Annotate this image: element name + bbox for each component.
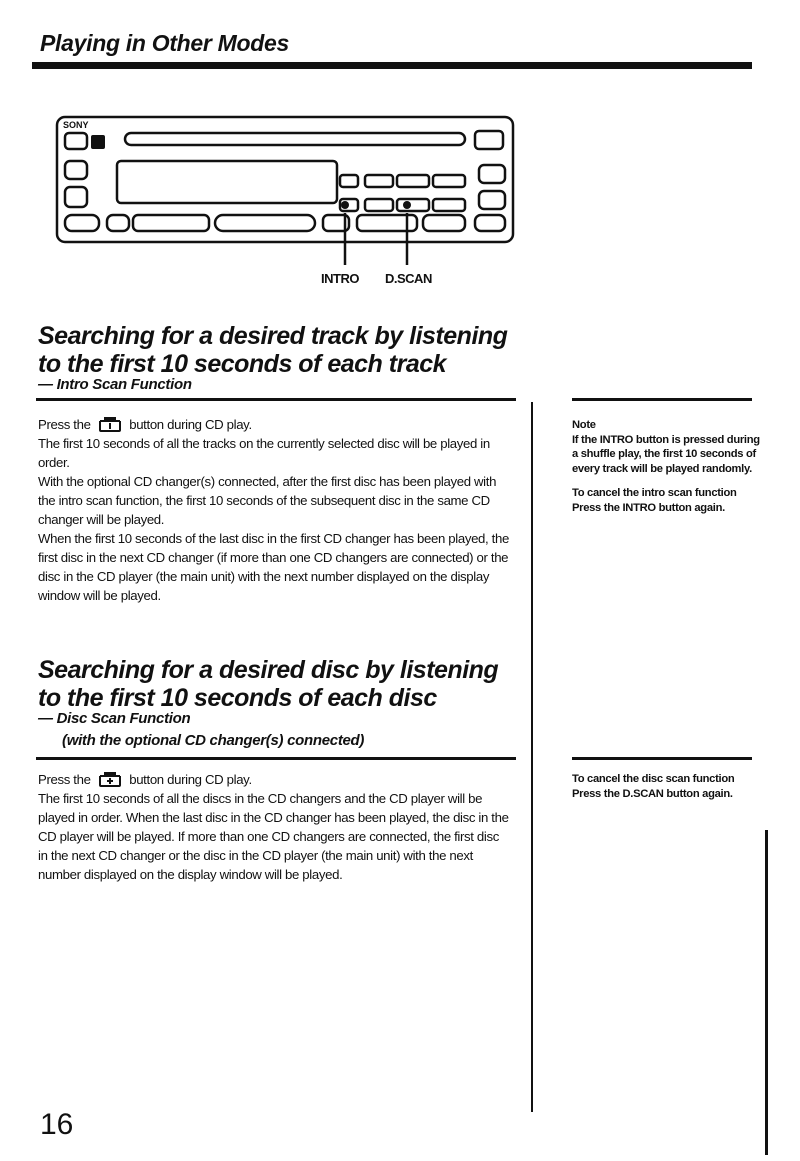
page-header-title: Playing in Other Modes	[40, 30, 289, 56]
section1-para1: The first 10 seconds of all the tracks on the currently selected disc will be played in order.	[38, 436, 490, 470]
section1-title-line1: Searching for a desired track by listening	[38, 322, 508, 350]
car-stereo-illustration	[55, 115, 515, 295]
faceplate-drawing	[55, 115, 515, 295]
section2-title-line1: Searching for a desired disc by listening	[38, 656, 499, 684]
brand-logo: SONY	[63, 120, 89, 130]
section2-para1: The first 10 seconds of all the discs in the CD changers and the CD player will be played in order. When the last disc in the CD changer has been played, the disc in the CD player will be played. If more than one CD changers are connected, the first disc in the next CD changer or the disc in the CD player (the main unit) with the next number displayed on the display window will be played.	[38, 791, 509, 882]
header-rule	[32, 62, 752, 69]
section2-body	[38, 770, 510, 884]
section1-title	[38, 322, 558, 378]
section1-para3: When the first 10 seconds of the last disc in the first CD changer has been played, the first disc in the next CD changer (if more than one CD changers are connected) or the disc in the CD player (the main unit) with the next number displayed on the display window will be played.	[38, 531, 509, 603]
section2-subtitle1: — Disc Scan Function	[38, 710, 191, 727]
intro-button-label: INTRO	[321, 271, 359, 286]
sidebar2-cancel	[572, 772, 762, 801]
cancel-intro-head: To cancel the intro scan function	[572, 487, 737, 499]
section1-body	[38, 415, 510, 605]
section2-title	[38, 656, 558, 712]
note-text: If the INTRO button is pressed during a shuffle play, the first 10 seconds of every track will be played randomly.	[572, 433, 760, 475]
intro-button-icon	[98, 417, 122, 432]
sidebar2	[572, 772, 762, 811]
section1-title-line2: to the first 10 seconds of each track	[38, 350, 447, 378]
dscan-button-label: D.SCAN	[385, 271, 432, 286]
section2-rule	[36, 757, 516, 760]
cancel-intro-text: Press the INTRO button again.	[572, 501, 725, 514]
section2-subtitle2: (with the optional CD changer(s) connected)	[62, 732, 365, 749]
sidebar1	[572, 418, 762, 525]
section2-press-line	[38, 770, 510, 789]
press-suffix: button during CD play.	[129, 417, 252, 432]
sidebar1-note	[572, 418, 762, 476]
note-head: Note	[572, 419, 596, 431]
press-prefix: Press the	[38, 772, 91, 787]
sidebar1-rule	[572, 398, 752, 401]
sidebar2-rule	[572, 757, 752, 760]
sidebar1-cancel	[572, 486, 762, 515]
press-suffix: button during CD play.	[129, 772, 252, 787]
column-divider	[531, 402, 533, 1112]
section1-subtitle: — Intro Scan Function	[38, 376, 192, 393]
section1-press-line	[38, 415, 510, 434]
section1-para2: With the optional CD changer(s) connected, after the first disc has been played with the intro scan function, the first 10 seconds of the subsequent disc in the same CD changer will be played.	[38, 474, 497, 527]
press-prefix: Press the	[38, 417, 91, 432]
section1-rule	[36, 398, 516, 401]
dscan-button-icon	[98, 772, 122, 787]
cancel-dscan-head: To cancel the disc scan function	[572, 773, 735, 785]
cancel-dscan-text: Press the D.SCAN button again.	[572, 787, 733, 800]
right-edge-line	[765, 830, 768, 1155]
section2-title-line2: to the first 10 seconds of each disc	[38, 684, 437, 712]
page-number: 16	[40, 1108, 74, 1141]
